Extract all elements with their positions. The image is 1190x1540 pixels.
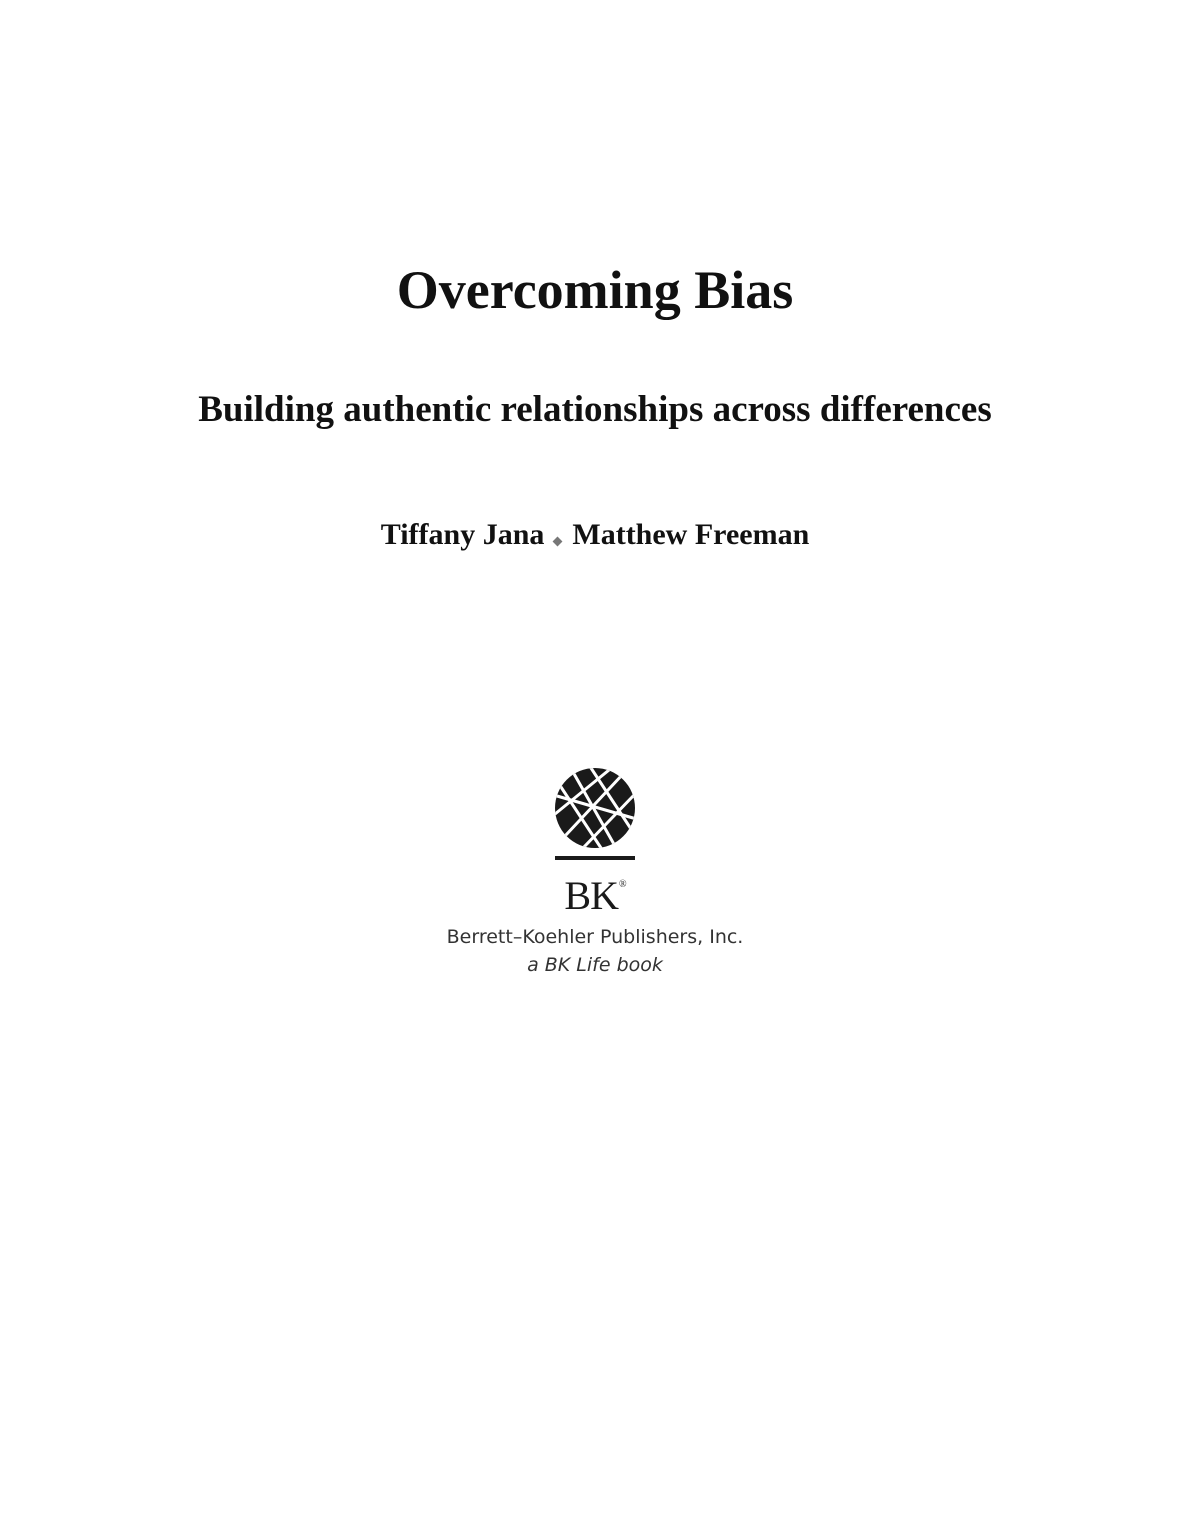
logo-wordmark	[0, 864, 1190, 917]
registered-mark: ®	[618, 879, 626, 890]
publisher-name: Berrett–Koehler Publishers, Inc.	[446, 926, 744, 948]
logo-letters: BK	[564, 873, 618, 918]
book-title: Overcoming Bias	[396, 260, 794, 320]
bk-globe-logo-icon	[553, 766, 637, 850]
author-name: Tiffany Jana	[380, 518, 545, 551]
book-subtitle: Building authentic relationships across differences	[198, 389, 992, 430]
diamond-separator-icon	[553, 537, 563, 547]
logo-divider	[555, 856, 635, 860]
author-name: Matthew Freeman	[572, 518, 810, 551]
publisher-imprint: a BK Life book	[527, 954, 663, 976]
author-line	[0, 516, 1190, 554]
publisher-logo	[0, 766, 1190, 917]
